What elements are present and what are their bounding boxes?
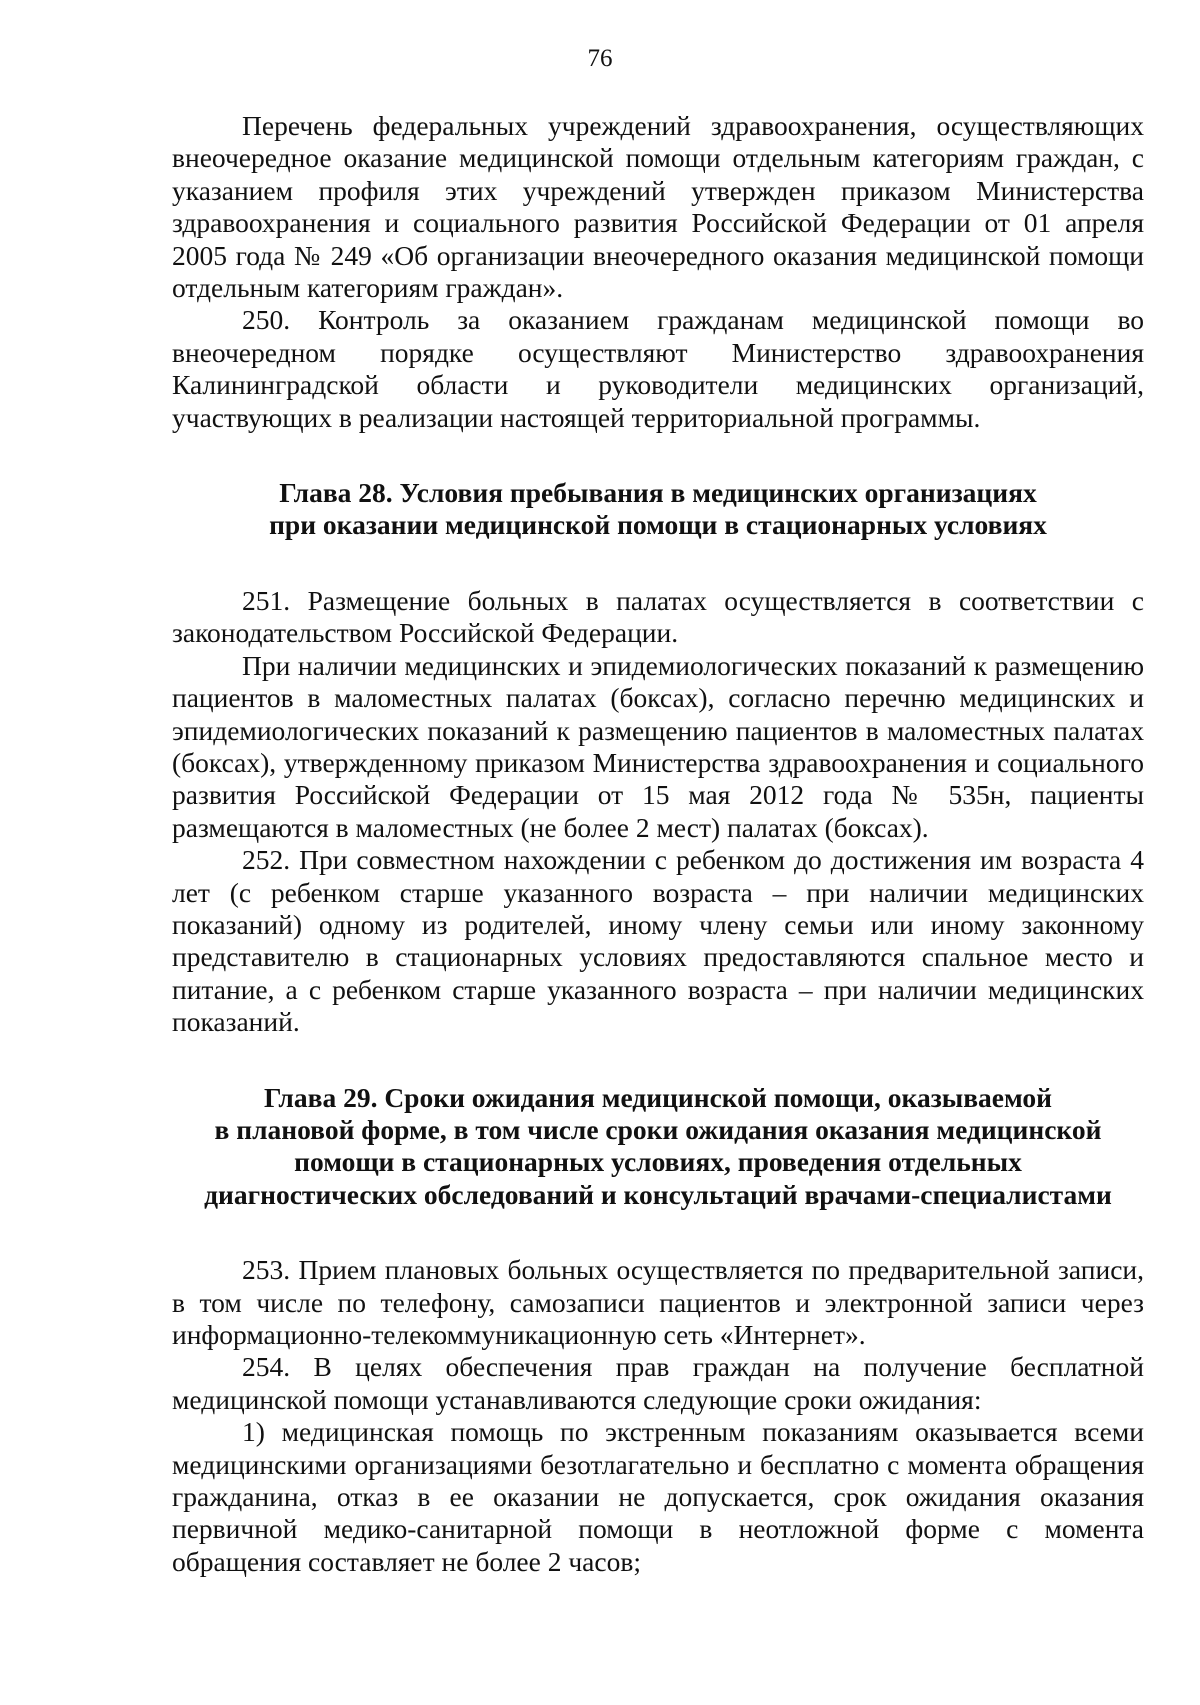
chapter-29-heading bbox=[172, 1082, 1144, 1212]
chapter-28-heading-line-2: при оказании медицинской помощи в стационарных условиях bbox=[269, 509, 1047, 541]
chapter-29-heading-line-4: диагностических обследований и консультаций врачами-специалистами bbox=[204, 1178, 1112, 1210]
chapter-28-heading-line-1: Глава 28. Условия пребывания в медицинских организациях bbox=[279, 477, 1037, 509]
paragraph-institutions-list: Перечень федеральных учреждений здравоохранения, осуществляющих внеочередное оказание медицинской помощи отдельным категориям граждан, с указанием профиля этих учреждений утвержден приказом Министерства здравоохранения и социального развития Российской Федерации от 01 апреля 2005 года № 249 «Об организации внеочередного оказания медицинской помощи отдельным категориям граждан». bbox=[172, 110, 1144, 304]
chapter-29-heading-line-2: в плановой форме, в том числе сроки ожидания оказания медицинской bbox=[214, 1113, 1102, 1145]
chapter-29-heading-line-3: помощи в стационарных условиях, проведения отдельных bbox=[294, 1146, 1022, 1178]
paragraph-251-continued: При наличии медицинских и эпидемиологических показаний к размещению пациентов в маломестных палатах (боксах), согласно перечню медицинских и эпидемиологических показаний к размещению пациентов в маломестных палатах (боксах), утвержденному приказом Министерства здравоохранения и социального развития Российской Федерации от 15 мая 2012 года № 535н, пациенты размещаются в маломестных (не более 2 мест) палатах (боксах). bbox=[172, 649, 1144, 843]
chapter-29-heading-line-1: Глава 29. Сроки ожидания медицинской помощи, оказываемой bbox=[264, 1081, 1052, 1113]
paragraph-254-item-1: 1) медицинская помощь по экстренным показаниям оказывается всеми медицинскими организациями безотлагательно и бесплатно с момента обращения гражданина, отказ в ее оказании не допускается, срок ожидания оказания первичной медико-санитарной помощи в неотложной форме с момента обращения составляет не более 2 часов; bbox=[172, 1416, 1144, 1577]
paragraph-254: 254. В целях обеспечения прав граждан на получение бесплатной медицинской помощи устанавливаются следующие сроки ожидания: bbox=[172, 1351, 1144, 1415]
paragraph-253: 253. Прием плановых больных осуществляется по предварительной записи, в том числе по телефону, самозаписи пациентов и электронной записи через информационно-телекоммуникационную сеть «Интернет». bbox=[172, 1254, 1144, 1350]
page-number: 76 bbox=[587, 45, 613, 72]
paragraph-251: 251. Размещение больных в палатах осуществляется в соответствии с законодательством Российской Федерации. bbox=[172, 584, 1144, 649]
paragraph-250: 250. Контроль за оказанием гражданам медицинской помощи во внеочередном порядке осуществляют Министерство здравоохранения Калининградской области и руководители медицинских организаций, участвующих в реализации настоящей территориальной программы. bbox=[172, 304, 1144, 433]
document-body bbox=[172, 110, 1144, 1578]
chapter-28-heading bbox=[172, 477, 1144, 542]
paragraph-252: 252. При совместном нахождении с ребенком до достижения им возраста 4 лет (с ребенком старше указанного возраста – при наличии медицинских показаний) одному из родителей, иному члену семьи или иному законному представителю в стационарных условиях предоставляются спальное место и питание, а с ребенком старше указанного возраста – при наличии медицинских показаний. bbox=[172, 844, 1144, 1038]
